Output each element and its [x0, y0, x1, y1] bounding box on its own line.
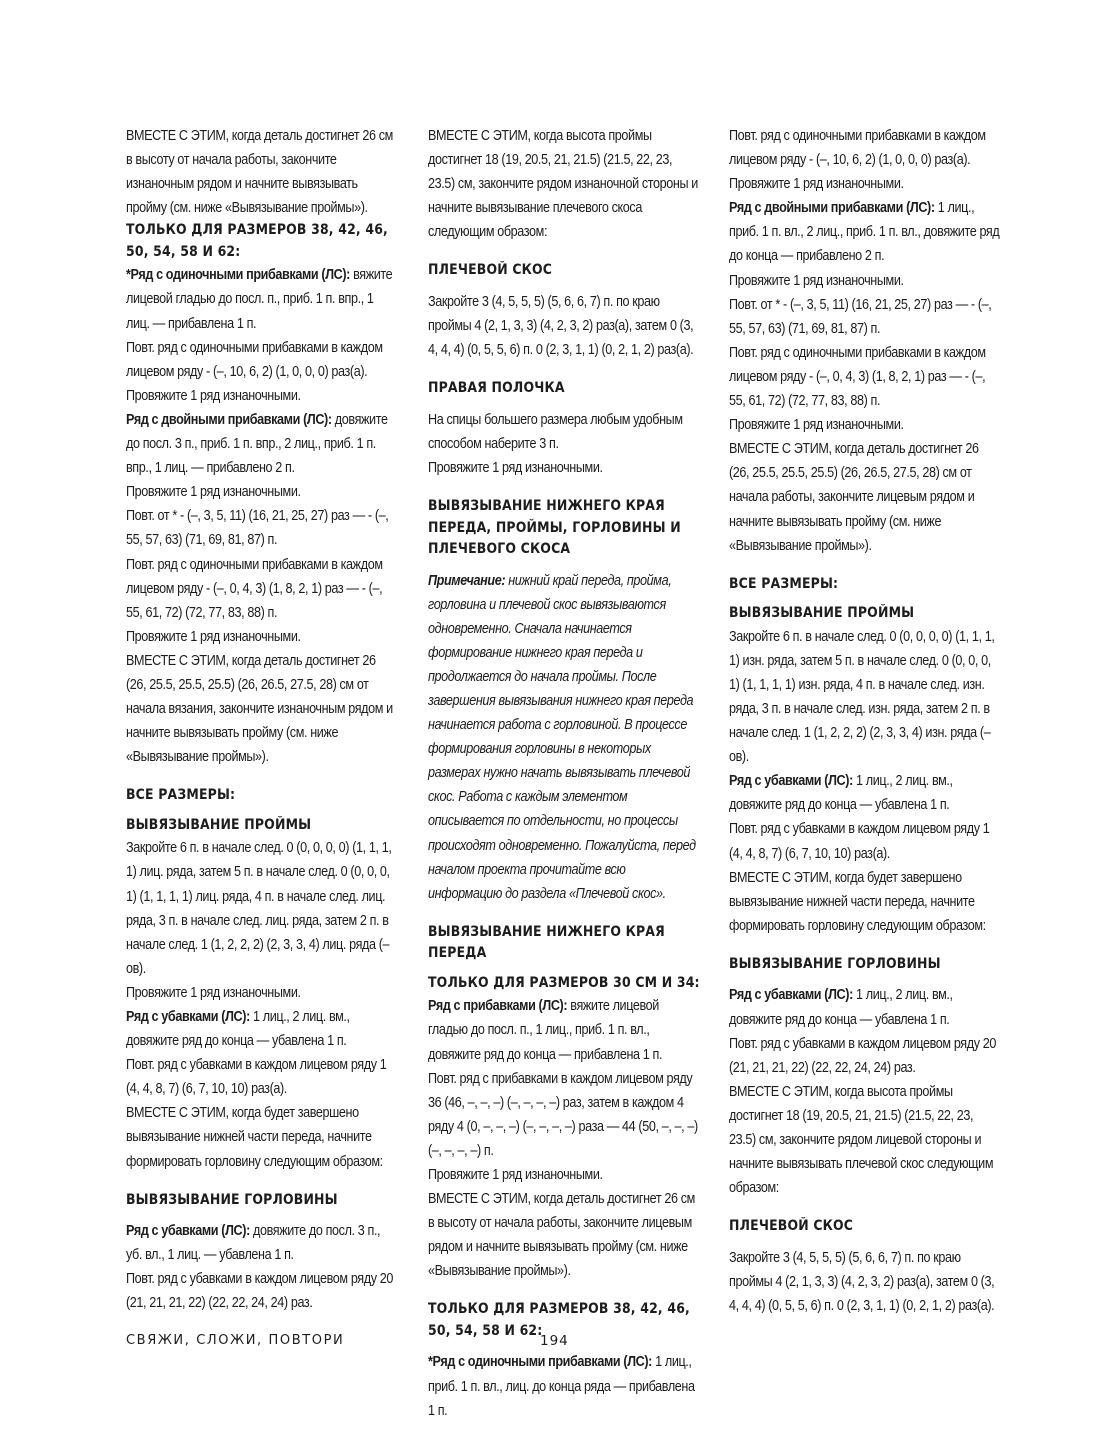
- row-label: *Ряд с одиночными прибавками (ЛС):: [126, 267, 350, 284]
- instruction-text: ВМЕСТЕ С ЭТИМ, когда будет завершено вывязывание нижней части переда, начните формировать горловину следующим образом:: [729, 869, 986, 934]
- instruction-paragraph: [126, 649, 398, 769]
- row-label: Ряд с убавками (ЛС):: [729, 773, 853, 790]
- instruction-text: 1 лиц., приб. 1 п. вл., 2 лиц., приб. 1 п. вл., довяжите ряд до конца — прибавлено 2 п.: [729, 200, 1000, 265]
- row-label: Ряд с двойными прибавками (ЛС):: [729, 200, 935, 217]
- instruction-paragraph: [729, 341, 1001, 413]
- instruction-text: Закройте 3 (4, 5, 5, 5) (5, 6, 6, 7) п. по краю проймы 4 (2, 1, 3, 3) (4, 2, 3, 2) раз(а), затем 0 (3, 4, 4, 4) (0, 5, 5, 6) п. 0 (2, 3, 1, 1) (0, 2, 1, 2) раз(а).: [428, 293, 694, 359]
- instruction-text: Провяжите 1 ряд изнаночными.: [126, 984, 301, 1001]
- instruction-paragraph: [729, 437, 1001, 557]
- instruction-text: Провяжите 1 ряд изнаночными.: [428, 459, 603, 476]
- row-label: Примечание:: [428, 572, 506, 589]
- instruction-paragraph: [729, 625, 1001, 770]
- instruction-text: 1 лиц., приб. 1 п. вл., лиц. до конца ряда — прибавлена 1 п.: [428, 1354, 695, 1419]
- instruction-paragraph: [729, 269, 1001, 293]
- section-heading: ВСЕ РАЗМЕРЫ:: [729, 575, 839, 592]
- page-number: 194: [540, 1333, 569, 1349]
- instruction-text: ВМЕСТЕ С ЭТИМ, когда деталь достигнет 26 (26, 25.5, 25.5, 25.5) (26, 26.5, 27.5, 28) см от начала работы, закончите лицевым рядом и начните вывязывать пройму (см. ниже «Вывязывание проймы»).: [729, 441, 979, 554]
- instruction-paragraph: [126, 553, 398, 625]
- instruction-paragraph: [428, 994, 700, 1066]
- section-heading: ВЫВЯЗЫВАНИЕ НИЖНЕГО КРАЯ ПЕРЕДА: [428, 923, 665, 962]
- instruction-text: Повт. от * - (–, 3, 5, 11) (16, 21, 25, 27) раз — - (–, 55, 57, 63) (71, 69, 81, 87) п.: [729, 296, 992, 337]
- row-label: Ряд с убавками (ЛС):: [729, 987, 853, 1004]
- instruction-paragraph: [729, 293, 1001, 341]
- instruction-text: Повт. ряд с убавками в каждом лицевом ряду 1 (4, 4, 8, 7) (6, 7, 10, 10) раз(а).: [729, 821, 990, 862]
- instruction-text: Провяжите 1 ряд изнаночными.: [729, 272, 904, 289]
- instruction-text: вяжите лицевой гладью до посл. п., 1 лиц., приб. 1 п. вл., довяжите ряд до конца — прибавлена 1 п.: [428, 998, 663, 1063]
- instruction-paragraph: [428, 1163, 700, 1187]
- instruction-paragraph: [729, 817, 1001, 865]
- instruction-text: Повт. ряд с убавками в каждом лицевом ряду 1 (4, 4, 8, 7) (6, 7, 10, 10) раз(а).: [126, 1057, 387, 1098]
- instruction-text: 1 лиц., 2 лиц. вм., довяжите ряд до конца — убавлена 1 п.: [729, 987, 953, 1028]
- instruction-paragraph: [729, 124, 1001, 172]
- instruction-paragraph: [126, 263, 398, 335]
- section-heading: ПЛЕЧЕВОЙ СКОС: [428, 262, 553, 279]
- instruction-text: довяжите до посл. 3 п., уб. вл., 1 лиц. — убавлена 1 п.: [126, 1223, 381, 1264]
- instruction-paragraph: [729, 983, 1001, 1031]
- column-1: [126, 124, 398, 1316]
- instruction-text: Повт. ряд с одиночными прибавками в каждом лицевом ряду - (–, 10, 6, 2) (1, 0, 0, 0) раз(а).: [729, 128, 986, 169]
- instruction-paragraph: [126, 1267, 398, 1315]
- section-heading: ВЫВЯЗЫВАНИЕ НИЖНЕГО КРАЯ ПЕРЕДА, ПРОЙМЫ, ГОРЛОВИНЫ И ПЛЕЧЕВОГО СКОСА: [428, 498, 681, 558]
- instruction-text: ВМЕСТЕ С ЭТИМ, когда деталь достигнет 26 см в высоту от начала работы, закончите изнаночным рядом и начните вывязывать пройму (см. ниже «Вывязывание проймы»).: [126, 128, 393, 217]
- instruction-paragraph: [428, 1187, 700, 1283]
- instruction-paragraph: [428, 456, 700, 480]
- instruction-text: ВМЕСТЕ С ЭТИМ, когда высота проймы достигнет 18 (19, 20.5, 21, 21.5) (21.5, 22, 23, 23.5) см, закончите рядом изнаночной стороны и начните вывязывание плечевого скоса следующим образом:: [428, 128, 698, 241]
- section-heading: ВСЕ РАЗМЕРЫ:: [126, 787, 236, 804]
- section-heading: ВЫВЯЗЫВАНИЕ ГОРЛОВИНЫ: [126, 1191, 338, 1208]
- instruction-paragraph: [126, 981, 398, 1005]
- instruction-paragraph: [126, 480, 398, 504]
- row-label: Ряд с двойными прибавками (ЛС):: [126, 411, 332, 428]
- instruction-paragraph: [428, 1067, 700, 1163]
- instruction-paragraph: [729, 1080, 1001, 1200]
- instruction-text: нижний край переда, пройма, горловина и плечевой скос вывязываются одновременно. Сначала начинается формирование нижнего края переда и продолжается до начала проймы. После завершения вывязывания нижнего края переда начинается работа с горловиной. В процессе формирования горловины в некоторых размерах нужно начать вывязывать плечевой скос. Работа с каждым элементом описывается по отдельности, но процессы происходят одновременно. Пожалуйста, перед началом проекта прочитайте всю информацию до раздела «Плечевой скос».: [428, 572, 696, 902]
- instruction-paragraph: [729, 172, 1001, 196]
- instruction-paragraph: [428, 1350, 700, 1422]
- section-heading: ПРАВАЯ ПОЛОЧКА: [428, 380, 565, 397]
- instruction-paragraph: [428, 124, 700, 244]
- instruction-text: Провяжите 1 ряд изнаночными.: [729, 176, 904, 193]
- instruction-paragraph: [729, 1032, 1001, 1080]
- instruction-text: ВМЕСТЕ С ЭТИМ, когда деталь достигнет 26 (26, 25.5, 25.5, 25.5) (26, 26.5, 27.5, 28) см от начала вязания, закончите изнаночным рядом и начните вывязывать пройму (см. ниже «Вывязывание проймы»).: [126, 652, 393, 766]
- column-2: [428, 124, 700, 1423]
- instruction-text: Повт. ряд с одиночными прибавками в каждом лицевом ряду - (–, 10, 6, 2) (1, 0, 0, 0) раз(а).: [126, 339, 383, 380]
- instruction-paragraph: [126, 384, 398, 408]
- note-paragraph: [428, 569, 700, 906]
- instruction-text: Повт. ряд с убавками в каждом лицевом ряду 20 (21, 21, 21, 22) (22, 22, 24, 24) раз.: [729, 1035, 996, 1076]
- instruction-paragraph: [428, 290, 700, 362]
- instruction-paragraph: [126, 836, 398, 981]
- instruction-paragraph: [126, 1219, 398, 1267]
- instruction-text: вяжите лицевой гладью до посл. п., приб. 1 п. впр., 1 лиц. — прибавлена 1 п.: [126, 267, 393, 332]
- instruction-paragraph: [126, 1053, 398, 1101]
- instruction-paragraph: [126, 408, 398, 480]
- instruction-text: Повт. ряд с убавками в каждом лицевом ряду 20 (21, 21, 21, 22) (22, 22, 24, 24) раз.: [126, 1271, 393, 1312]
- instruction-text: 1 лиц., 2 лиц. вм., довяжите ряд до конца — убавлена 1 п.: [126, 1009, 350, 1050]
- instruction-paragraph: [428, 408, 700, 456]
- instruction-text: Провяжите 1 ряд изнаночными.: [126, 387, 301, 404]
- instruction-paragraph: [729, 196, 1001, 268]
- instruction-paragraph: [126, 625, 398, 649]
- instruction-text: ВМЕСТЕ С ЭТИМ, когда деталь достигнет 26 см в высоту от начала работы, закончите лицевым рядом и начните вывязывать пройму (см. ниже «Вывязывание проймы»).: [428, 1191, 695, 1280]
- instruction-text: Провяжите 1 ряд изнаночными.: [428, 1167, 603, 1183]
- section-heading: ТОЛЬКО ДЛЯ РАЗМЕРОВ 38, 42, 46, 50, 54, 58 И 62:: [126, 222, 388, 260]
- instruction-text: Закройте 6 п. в начале след. 0 (0, 0, 0, 0) (1, 1, 1, 1) лиц. ряда, затем 5 п. в начале след. 0 (0, 0, 0, 1) (1, 1, 1, 1) лиц. ряда, 4 п. в начале след. лиц. ряда, 3 п. в начале след. лиц. ряда, затем 2 п. в начале след. 1 (1, 2, 2, 2) (2, 3, 3, 4) лиц. ряда (–ов).: [126, 840, 392, 977]
- instruction-paragraph: [126, 336, 398, 384]
- instruction-text: На спицы большего размера любым удобным способом наберите 3 п.: [428, 411, 683, 452]
- section-heading: ПЛЕЧЕВОЙ СКОС: [729, 1218, 854, 1235]
- instruction-text: Закройте 3 (4, 5, 5, 5) (5, 6, 6, 7) п. по краю проймы 4 (2, 1, 3, 3) (4, 2, 3, 2) раз(а), затем 0 (3, 4, 4, 4) (0, 5, 5, 6) п. 0 (2, 3, 1, 1) (0, 2, 1, 2) раз(а).: [729, 1249, 995, 1314]
- instruction-text: ВМЕСТЕ С ЭТИМ, когда будет завершено вывязывание нижней части переда, начните формировать горловину следующим образом:: [126, 1105, 383, 1170]
- section-heading: ТОЛЬКО ДЛЯ РАЗМЕРОВ 38, 42, 46, 50, 54, 58 И 62:: [428, 1301, 690, 1339]
- instruction-paragraph: [729, 1246, 1001, 1318]
- instruction-paragraph: [126, 1005, 398, 1053]
- instruction-paragraph: [729, 866, 1001, 938]
- instruction-paragraph: [729, 413, 1001, 437]
- row-label: Ряд с убавками (ЛС):: [126, 1009, 250, 1025]
- instruction-text: Повт. ряд с одиночными прибавками в каждом лицевом ряду - (–, 0, 4, 3) (1, 8, 2, 1) раз — - (–, 55, 61, 72) (72, 77, 83, 88) п.: [729, 344, 986, 410]
- instruction-text: Провяжите 1 ряд изнаночными.: [126, 484, 301, 501]
- instruction-paragraph: [126, 1101, 398, 1173]
- instruction-text: ВМЕСТЕ С ЭТИМ, когда высота проймы достигнет 18 (19, 20.5, 21, 21.5) (21.5, 22, 23, 23.5) см, закончите рядом лицевой стороны и начните вывязывать плечевой скос следующим образом:: [729, 1083, 994, 1197]
- section-heading: ВЫВЯЗЫВАНИЕ ПРОЙМЫ: [729, 605, 915, 622]
- row-label: *Ряд с одиночными прибавками (ЛС):: [428, 1354, 652, 1371]
- instruction-text: Закройте 6 п. в начале след. 0 (0, 0, 0, 0) (1, 1, 1, 1) изн. ряда, затем 5 п. в начале след. 0 (0, 0, 0, 1) (1, 1, 1, 1) изн. ряда, 4 п. в начале след. изн. ряда, 3 п. в начале след. изн. ряда, затем 2 п. в начале след. 1 (1, 2, 2, 2) (2, 3, 3, 4) изн. ряда (–ов).: [729, 628, 995, 766]
- instruction-text: Провяжите 1 ряд изнаночными.: [729, 417, 904, 434]
- column-3: [729, 124, 1001, 1318]
- instruction-text: 1 лиц., 2 лиц. вм., довяжите ряд до конца — убавлена 1 п.: [729, 773, 953, 814]
- instruction-paragraph: [126, 504, 398, 552]
- section-heading: ВЫВЯЗЫВАНИЕ ПРОЙМЫ: [126, 816, 312, 833]
- instruction-text: Провяжите 1 ряд изнаночными.: [126, 628, 301, 645]
- footer-book-title: СВЯЖИ, СЛОЖИ, ПОВТОРИ: [126, 1333, 345, 1348]
- instruction-text: Повт. от * - (–, 3, 5, 11) (16, 21, 25, 27) раз — - (–, 55, 57, 63) (71, 69, 81, 87) п.: [126, 508, 389, 549]
- instruction-text: Повт. ряд с прибавками в каждом лицевом ряду 36 (46, –, –, –) (–, –, –, –) раз, затем в каждом 4 ряду 4 (0, –, –, –) (–, –, –, –) раза — 44 (50, –, –, –) (–, –, –, –) п.: [428, 1070, 698, 1159]
- instruction-text: довяжите до посл. 3 п., приб. 1 п. впр., 2 лиц., приб. 1 п. впр., 1 лиц. — прибавлено 2 п.: [126, 411, 388, 477]
- instruction-paragraph: [126, 124, 398, 220]
- section-heading: ТОЛЬКО ДЛЯ РАЗМЕРОВ 30 СМ И 34:: [428, 974, 700, 991]
- row-label: Ряд с убавками (ЛС):: [126, 1223, 250, 1240]
- instruction-paragraph: [729, 769, 1001, 817]
- instruction-text: Повт. ряд с одиночными прибавками в каждом лицевом ряду - (–, 0, 4, 3) (1, 8, 2, 1) раз — - (–, 55, 61, 72) (72, 77, 83, 88) п.: [126, 556, 383, 621]
- row-label: Ряд с прибавками (ЛС):: [428, 998, 568, 1015]
- section-heading: ВЫВЯЗЫВАНИЕ ГОРЛОВИНЫ: [729, 955, 941, 972]
